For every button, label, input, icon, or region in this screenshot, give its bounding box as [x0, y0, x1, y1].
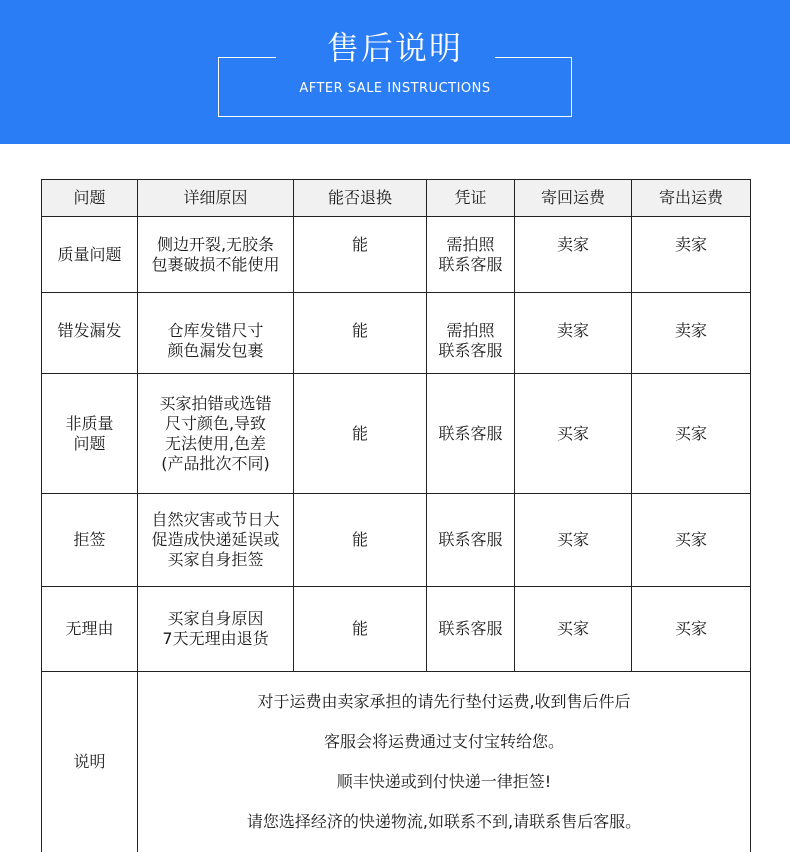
returnable-cell: 能 [294, 293, 427, 374]
column-header-proof: 凭证 [427, 180, 515, 217]
note-line: 对于运费由卖家承担的请先行垫付运费,收到售后件后 [257, 692, 631, 711]
returnable-cell: 能 [294, 587, 427, 672]
outbound-shipping-cell: 买家 [632, 374, 751, 494]
title-frame-bottom [218, 116, 572, 117]
header-banner [0, 0, 790, 144]
note-line: 请您选择经济的快递物流,如联系不到,请联系售后客服。 [246, 812, 642, 831]
table-row [42, 494, 751, 587]
column-header-reason: 详细原因 [138, 180, 294, 217]
page-subtitle: AFTER SALE INSTRUCTIONS [299, 81, 491, 96]
outbound-shipping-cell: 买家 [632, 587, 751, 672]
reason-cell: 侧边开裂,无胶条 包裹破损不能使用 [138, 217, 294, 293]
reason-cell: 仓库发错尺寸 颜色漏发包裹 [138, 293, 294, 374]
reason-cell: 自然灾害或节日大 促造成快递延误或 买家自身拒签 [138, 494, 294, 587]
outbound-shipping-cell: 买家 [632, 494, 751, 587]
title-frame-left-top [218, 57, 276, 58]
return-shipping-cell: 买家 [515, 494, 632, 587]
table-row [42, 587, 751, 672]
return-shipping-cell: 买家 [515, 587, 632, 672]
issue-cell: 非质量 问题 [42, 374, 138, 494]
return-shipping-cell: 买家 [515, 374, 632, 494]
note-label: 说明 [42, 672, 138, 852]
issue-cell: 无理由 [42, 587, 138, 672]
outbound-shipping-cell: 卖家 [632, 293, 751, 374]
table-header-row [42, 180, 751, 217]
proof-cell: 联系客服 [427, 494, 515, 587]
proof-cell: 联系客服 [427, 587, 515, 672]
table-row [42, 374, 751, 494]
column-header-returnable: 能否退换 [294, 180, 427, 217]
note-row [42, 672, 751, 852]
return-shipping-cell: 卖家 [515, 293, 632, 374]
issue-cell: 拒签 [42, 494, 138, 587]
page-title: 售后说明 [326, 29, 463, 67]
returnable-cell: 能 [294, 374, 427, 494]
after-sale-table [41, 179, 751, 852]
note-line: 客服会将运费通过支付宝转给您。 [323, 732, 564, 751]
column-header-return-shipping: 寄回运费 [515, 180, 632, 217]
returnable-cell: 能 [294, 217, 427, 293]
title-frame-right-top [495, 57, 572, 58]
returnable-cell: 能 [294, 494, 427, 587]
column-header-outbound-shipping: 寄出运费 [632, 180, 751, 217]
table-row [42, 217, 751, 293]
proof-cell: 联系客服 [427, 374, 515, 494]
table-row [42, 293, 751, 374]
proof-cell: 需拍照 联系客服 [427, 217, 515, 293]
return-shipping-cell: 卖家 [515, 217, 632, 293]
issue-cell: 错发漏发 [42, 293, 138, 374]
reason-cell: 买家自身原因 7天无理由退货 [138, 587, 294, 672]
proof-cell: 需拍照 联系客服 [427, 293, 515, 374]
column-header-issue: 问题 [42, 180, 138, 217]
outbound-shipping-cell: 卖家 [632, 217, 751, 293]
note-line: 顺丰快递或到付快递一律拒签! [336, 772, 552, 791]
note-text [138, 672, 751, 852]
issue-cell: 质量问题 [42, 217, 138, 293]
reason-cell: 买家拍错或选错 尺寸颜色,导致 无法使用,色差 (产品批次不同) [138, 374, 294, 494]
